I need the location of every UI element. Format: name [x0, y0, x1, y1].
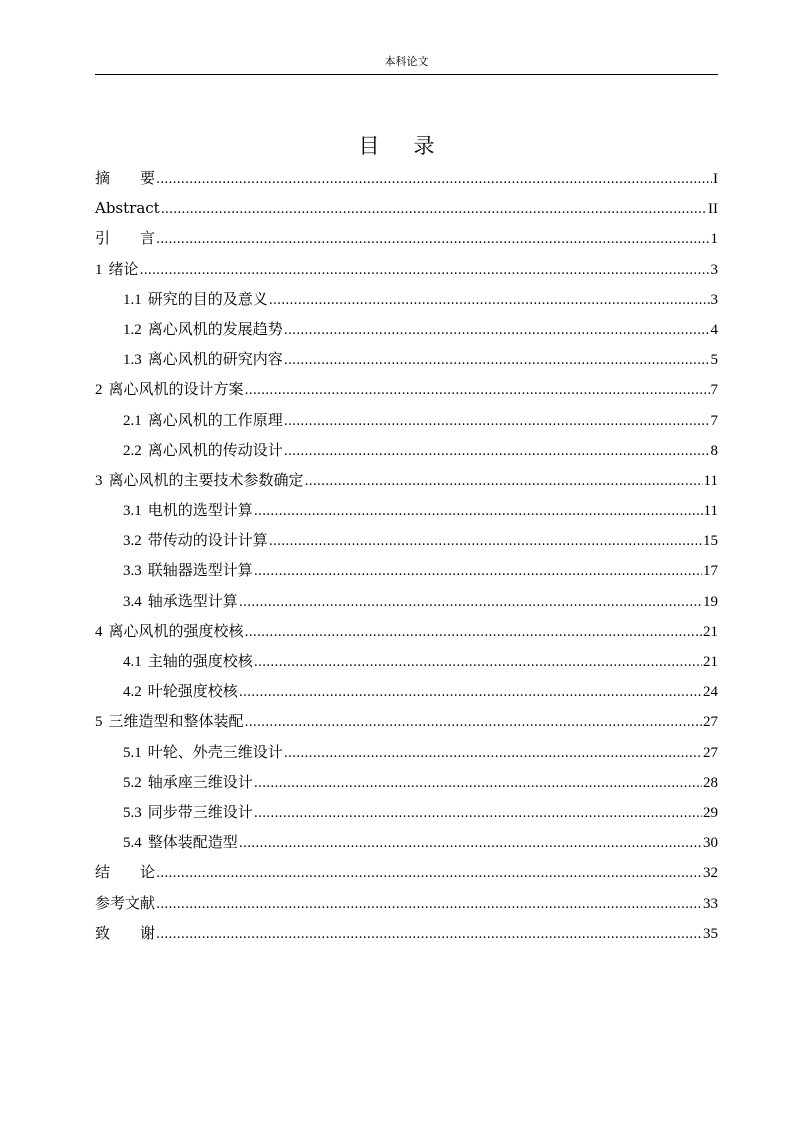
toc-entry-page: 32	[703, 865, 718, 882]
toc-entry-page: 8	[710, 442, 718, 459]
toc-entry[interactable]	[95, 797, 718, 827]
toc-entry[interactable]	[95, 254, 718, 284]
toc-entry[interactable]	[95, 827, 718, 857]
toc-entry-number: 4.2	[123, 684, 142, 701]
toc-entry-label	[123, 405, 283, 436]
toc-entry-number: 5.3	[123, 804, 142, 821]
toc-entry-number: 5.4	[123, 835, 142, 852]
toc-entry-text: 离心风机的研究内容	[147, 350, 283, 369]
dot-leader	[284, 346, 710, 376]
toc-entry-label	[123, 314, 283, 345]
dot-leader	[254, 648, 702, 678]
toc-entry-text: 整体装配造型	[147, 833, 238, 852]
toc-entry-label	[95, 616, 244, 647]
toc-entry-number: 1	[95, 261, 103, 278]
toc-entry-text: 离心风机的工作原理	[147, 410, 283, 429]
toc-entry[interactable]	[95, 888, 718, 918]
toc-entry-page: 5	[710, 352, 718, 369]
toc-entry-text: 引 言	[95, 229, 156, 248]
dot-leader	[245, 708, 702, 738]
toc-entry-label	[95, 465, 304, 496]
toc-entry[interactable]	[95, 706, 718, 736]
toc-entry[interactable]	[95, 405, 718, 435]
toc-title-left: 目	[358, 134, 380, 158]
toc-entry-page: 7	[710, 412, 718, 429]
dot-leader	[245, 618, 702, 648]
toc-entry-label	[95, 918, 155, 948]
toc-entry-label	[95, 163, 155, 193]
toc-entry-text: 联轴器选型计算	[147, 561, 253, 580]
toc-entry-text: 主轴的强度校核	[147, 652, 253, 670]
toc-entry-text: 带传动的设计计算	[147, 531, 268, 550]
toc-entry-text: 叶轮、外壳三维设计	[147, 742, 283, 761]
toc-entry-label	[123, 495, 253, 526]
toc-entry[interactable]	[95, 495, 718, 525]
toc-entry-number: 2.2	[123, 442, 142, 459]
toc-entry-number: 4	[95, 623, 103, 640]
toc-entry-page: 24	[703, 684, 718, 701]
toc-entry-label	[123, 737, 283, 768]
toc-entry-text: 摘 要	[95, 169, 156, 187]
toc-entry-number: 2.1	[123, 412, 142, 429]
toc-entry-text: 离心风机的主要技术参数确定	[108, 470, 304, 489]
dot-leader	[284, 739, 702, 769]
toc-entry-label	[123, 646, 253, 677]
toc-entry-page: 15	[703, 533, 718, 550]
toc-entry-page: 27	[703, 744, 718, 761]
dot-leader	[254, 557, 702, 587]
dot-leader	[239, 829, 702, 859]
dot-leader	[269, 286, 710, 316]
toc-entry-page: 11	[703, 503, 718, 520]
toc-entry-page: 30	[703, 835, 718, 852]
toc-entry-label	[95, 193, 160, 223]
toc-entry-label	[123, 555, 253, 586]
toc-entry-page: 21	[703, 654, 718, 670]
toc-entry-page: 4	[710, 321, 718, 338]
toc-entry-text: 三维造型和整体装配	[108, 712, 244, 731]
toc-entry-text: 轴承座三维设计	[147, 772, 253, 791]
toc-entry[interactable]	[95, 737, 718, 767]
toc-entry-label	[123, 525, 268, 556]
dot-leader	[239, 588, 702, 618]
toc-entry-number: 5.2	[123, 774, 142, 791]
toc-title-right: 录	[413, 134, 435, 158]
toc-entry-page: II	[708, 201, 718, 218]
toc-entry-label	[123, 344, 283, 375]
toc-entry-text: 离心风机的传动设计	[147, 440, 283, 459]
toc-entry[interactable]	[95, 344, 718, 374]
toc-entry[interactable]	[95, 223, 718, 253]
dot-leader	[305, 467, 703, 497]
toc-entry-label	[95, 888, 155, 918]
toc-entry-label	[123, 435, 283, 466]
toc-entry-number: 3	[95, 472, 103, 489]
dot-leader	[284, 316, 710, 346]
page-header: 本科论文	[95, 55, 718, 75]
toc-entry[interactable]	[95, 314, 718, 344]
toc-entry-label	[95, 254, 139, 285]
toc-entry-text: 结 论	[95, 863, 156, 882]
toc-entry[interactable]	[95, 616, 718, 646]
toc-entry[interactable]	[95, 374, 718, 404]
dot-leader	[156, 225, 709, 255]
dot-leader	[161, 195, 707, 225]
toc-entry-text: 轴承选型计算	[147, 591, 238, 610]
toc-entry[interactable]	[95, 284, 718, 314]
toc-entry-number: 1.3	[123, 352, 142, 369]
toc-entry-label	[123, 767, 253, 798]
dot-leader	[156, 890, 702, 920]
dot-leader	[245, 376, 710, 406]
toc-entry-page: 33	[703, 895, 718, 912]
toc-entry[interactable]	[95, 767, 718, 797]
toc-entry-page: 19	[703, 593, 718, 610]
toc-entry-text: Abstract	[95, 199, 160, 218]
toc-entry-number: 1.2	[123, 321, 142, 338]
dot-leader	[284, 407, 710, 437]
toc-entry-text: 离心风机的发展趋势	[147, 319, 283, 338]
toc-entry-number: 3.2	[123, 533, 142, 550]
dot-leader	[269, 527, 702, 557]
dot-leader	[284, 437, 710, 467]
toc-entry-label	[95, 223, 155, 253]
table-of-contents	[95, 163, 718, 948]
toc-entry[interactable]	[95, 465, 718, 495]
toc-entry-page: I	[713, 171, 718, 187]
toc-entry[interactable]	[95, 555, 718, 585]
dot-leader	[254, 769, 702, 799]
toc-entry-number: 5	[95, 714, 103, 731]
toc-entry[interactable]	[95, 435, 718, 465]
toc-entry-label	[123, 797, 253, 828]
toc-entry[interactable]	[95, 193, 718, 223]
toc-title	[0, 130, 793, 160]
dot-leader	[254, 497, 703, 527]
toc-entry-number: 5.1	[123, 744, 142, 761]
toc-entry[interactable]	[95, 163, 718, 193]
dot-leader	[254, 799, 702, 829]
toc-entry-page: 29	[703, 804, 718, 821]
toc-entry-text: 研究的目的及意义	[147, 289, 268, 308]
toc-entry-number: 4.1	[123, 654, 142, 670]
dot-leader	[239, 678, 702, 708]
toc-entry-page: 35	[703, 925, 718, 942]
toc-entry-page: 3	[710, 291, 718, 308]
toc-entry-text: 同步带三维设计	[147, 802, 253, 821]
toc-entry-page: 1	[710, 231, 718, 248]
toc-entry[interactable]	[95, 918, 718, 948]
toc-entry-page: 11	[703, 472, 718, 489]
toc-entry-page: 21	[703, 623, 718, 640]
toc-entry-text: 参考文献	[95, 893, 156, 912]
dot-leader	[156, 165, 712, 195]
toc-entry-number: 3.3	[123, 563, 142, 580]
toc-entry-number: 2	[95, 382, 103, 399]
toc-entry[interactable]	[95, 676, 718, 706]
toc-entry-label	[123, 586, 238, 617]
toc-entry-text: 致 谢	[95, 923, 156, 942]
toc-entry-text: 离心风机的强度校核	[108, 621, 244, 640]
toc-entry-page: 27	[703, 714, 718, 731]
dot-leader	[140, 256, 710, 286]
toc-entry[interactable]	[95, 586, 718, 616]
toc-entry-text: 离心风机的设计方案	[108, 380, 244, 399]
dot-leader	[156, 859, 702, 889]
toc-entry-label	[123, 284, 268, 315]
toc-entry[interactable]	[95, 646, 718, 676]
toc-entry-label	[123, 676, 238, 707]
toc-entry-label	[95, 857, 155, 887]
toc-entry-label	[123, 827, 238, 858]
toc-entry-page: 7	[710, 382, 718, 399]
toc-entry-text: 电机的选型计算	[147, 501, 253, 520]
toc-entry-page: 17	[703, 563, 718, 580]
toc-entry-number: 3.4	[123, 593, 142, 610]
toc-entry-page: 3	[710, 261, 718, 278]
toc-entry[interactable]	[95, 857, 718, 887]
toc-entry-number: 3.1	[123, 503, 142, 520]
toc-entry-page: 28	[703, 774, 718, 791]
toc-entry-label	[95, 706, 244, 737]
toc-entry-label	[95, 374, 244, 405]
toc-entry-text: 叶轮强度校核	[147, 682, 238, 701]
toc-entry-text: 绪论	[108, 259, 139, 278]
toc-entry[interactable]	[95, 525, 718, 555]
dot-leader	[156, 920, 702, 950]
toc-entry-number: 1.1	[123, 291, 142, 308]
